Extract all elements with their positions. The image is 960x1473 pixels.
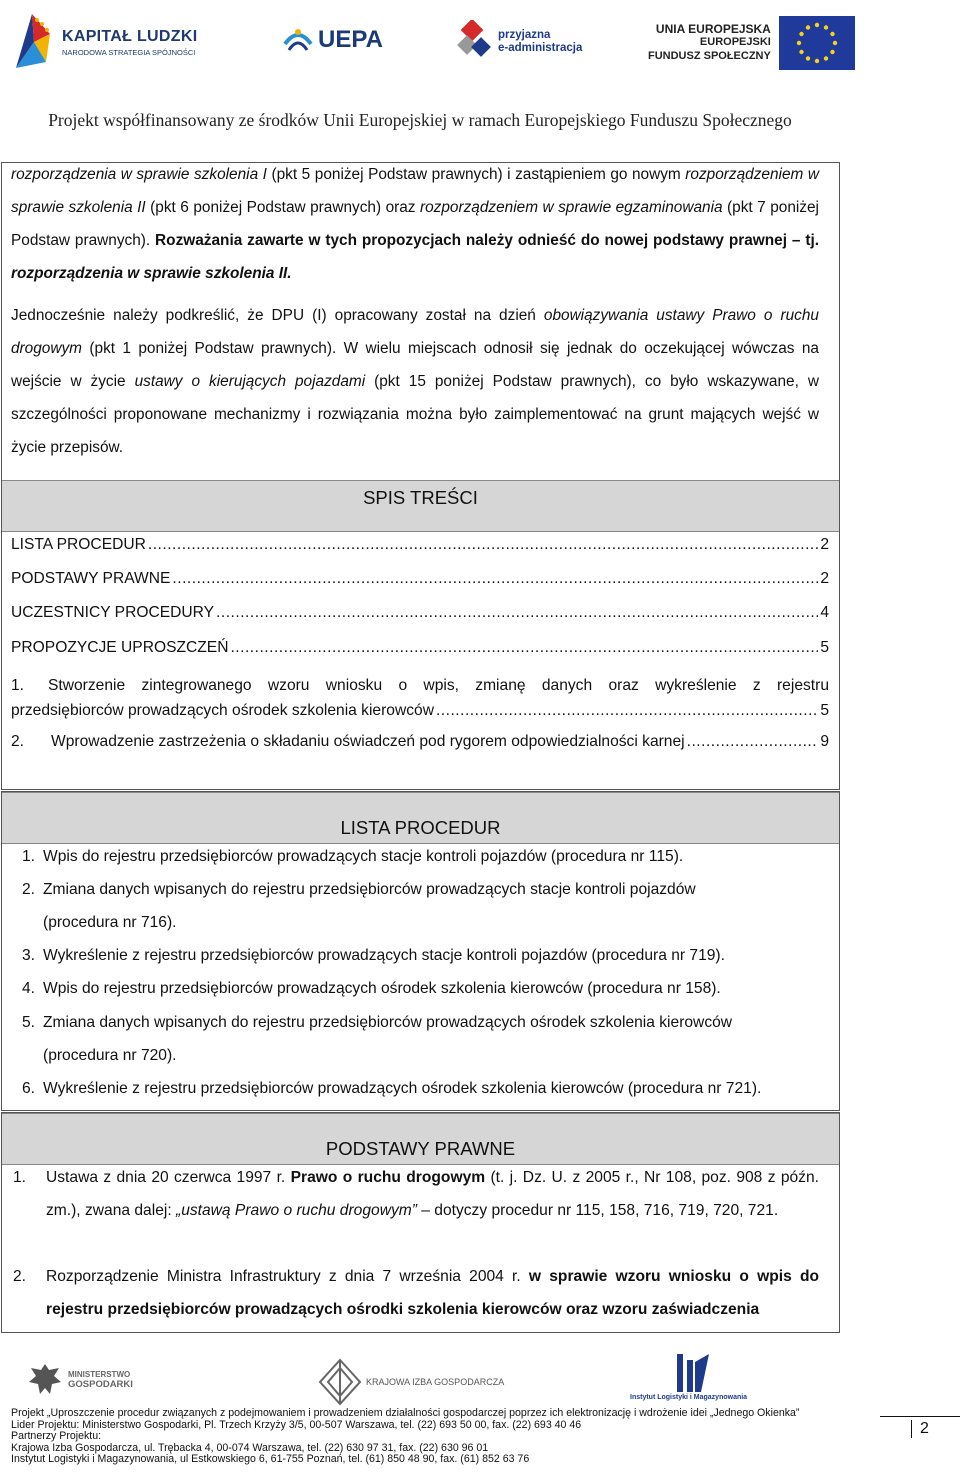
procedure-item bbox=[22, 840, 822, 873]
toc-entry[interactable] bbox=[11, 639, 829, 657]
kapital-ludzki-title: KAPITAŁ LUDZKI bbox=[62, 27, 198, 45]
toc-header bbox=[2, 480, 839, 532]
legal-act-title: Prawo o ruchu drogowym bbox=[290, 1169, 486, 1186]
toc-entry-label[interactable]: UCZESTNICY PROCEDURY bbox=[11, 604, 215, 621]
legal-number: 2. bbox=[13, 1268, 27, 1285]
procedure-item bbox=[22, 1072, 822, 1105]
procedure-item bbox=[22, 873, 822, 939]
footer-partner-kig: Krajowa Izba Gospodarcza, ul. Trębacka 4, 00-074 Warszawa, tel. (22) 630 97 31, fax. (22) 630 96 01 bbox=[11, 1441, 489, 1454]
toc-leader bbox=[230, 639, 818, 657]
procedure-text: (procedura nr 716). bbox=[43, 914, 177, 931]
procedure-text: Wpis do rejestru przedsiębiorców prowadzących stacje kontroli pojazdów (procedura nr 115). bbox=[43, 848, 684, 865]
ue-line3: FUNDUSZ SPOŁECZNY bbox=[648, 49, 771, 62]
procedure-item bbox=[22, 1006, 822, 1072]
procedures-title: LISTA PROCEDUR bbox=[340, 817, 501, 838]
kig-name: KRAJOWA IZBA GOSPODARCZA bbox=[366, 1377, 505, 1387]
toc-entry-page: 5 bbox=[820, 639, 829, 656]
procedure-text: Zmiana danych wpisanych do rejestru przedsiębiorców prowadzących stacje kontroli pojazdów bbox=[43, 881, 696, 898]
legal-text: Ustawa z dnia 20 czerwca 1997 r. bbox=[46, 1169, 291, 1186]
toc-leader bbox=[216, 604, 818, 622]
ue-line1: UNIA EUROPEJSKA bbox=[655, 21, 771, 36]
ministerstwo-gospodarki-logo bbox=[26, 1360, 133, 1400]
ref-rozporzadzenie-szkolenia-1: rozporządzenia w sprawie szkolenia I bbox=[11, 166, 267, 183]
intro-paragraph-1 bbox=[11, 158, 819, 290]
toc-leader bbox=[172, 570, 818, 588]
toc-entry[interactable] bbox=[11, 536, 829, 554]
kapital-ludzki-subtitle: NARODOWA STRATEGIA SPÓJNOŚCI bbox=[62, 47, 196, 57]
kig-logo bbox=[318, 1358, 504, 1406]
e-administracja-line2: e-administracja bbox=[498, 42, 583, 54]
toc-entry-page: 5 bbox=[820, 702, 829, 719]
procedure-number: 4. bbox=[22, 980, 36, 997]
toc-entry[interactable] bbox=[11, 570, 829, 588]
e-administracja-logo bbox=[456, 20, 582, 64]
mg-line2: GOSPODARKI bbox=[68, 1379, 133, 1390]
toc-leader bbox=[687, 733, 819, 751]
toc-subentry-1[interactable] bbox=[11, 673, 829, 723]
legal-act-title: w sprawie wzoru wniosku o wpis do rejestru przedsiębiorców prowadzących ośrodki szkolenia kierowców oraz wzoru zaświadczenia bbox=[46, 1268, 819, 1318]
kapital-ludzki-logo bbox=[12, 12, 197, 72]
legal-item-1 bbox=[13, 1161, 819, 1227]
ue-line2: EUROPEJSKI bbox=[699, 36, 771, 49]
toc-subentry-number: 1. bbox=[11, 677, 25, 694]
toc-entry-label[interactable]: LISTA PROCEDUR bbox=[11, 536, 146, 553]
procedure-number: 6. bbox=[22, 1080, 36, 1097]
legal-text: Rozporządzenie Ministra Infrastruktury z dnia 7 września 2004 r. bbox=[46, 1268, 529, 1285]
toc-subentry-text[interactable]: Wprowadzenie zastrzeżenia o składaniu oświadczeń pod rygorem odpowiedzialności karnej bbox=[51, 733, 685, 750]
unia-europejska-logo bbox=[648, 16, 855, 70]
toc-entry-label[interactable]: PROPOZYCJE UPROSZCZEŃ bbox=[11, 639, 229, 656]
procedure-item bbox=[22, 939, 822, 972]
toc-entry-page: 2 bbox=[820, 570, 829, 587]
e-administracja-icon bbox=[456, 20, 494, 64]
toc-title: SPIS TREŚCI bbox=[363, 487, 478, 508]
page-number-rule bbox=[880, 1416, 960, 1417]
uepa-icon bbox=[282, 22, 314, 58]
mg-line1: MINISTERSTWO bbox=[68, 1370, 131, 1379]
toc-leader bbox=[148, 536, 818, 554]
cofinancing-note: Projekt współfinansowany ze środków Unii Europejskiej w ramach Europejskiego Funduszu Społecznego bbox=[48, 110, 792, 130]
toc-subentry-text[interactable]: Stworzenie zintegrowanego wzoru wniosku o wpis, zmianę danych oraz wykreślenie z rejestru bbox=[48, 677, 829, 694]
procedure-text: Wykreślenie z rejestru przedsiębiorców prowadzących stacje kontroli pojazdów (procedura nr 719). bbox=[43, 947, 725, 964]
procedure-number: 3. bbox=[22, 947, 36, 964]
procedure-text: Zmiana danych wpisanych do rejestru przedsiębiorców prowadzących ośrodek szkolenia kierowców bbox=[43, 1014, 733, 1031]
procedure-number: 1. bbox=[22, 848, 36, 865]
toc-subentry-text[interactable]: przedsiębiorców prowadzących ośrodek szkolenia kierowców bbox=[11, 702, 434, 719]
ilim-emblem-icon bbox=[663, 1352, 715, 1394]
legal-text: (t. j. Dz. U. z 2005 r., Nr 108, poz. 908 z późn. zm.), zwana dalej: bbox=[46, 1169, 819, 1219]
toc-entry-page: 2 bbox=[820, 536, 829, 553]
legal-item-2 bbox=[13, 1260, 819, 1326]
footer-partner-ilim: Instytut Logistyki i Magazynowania, ul Estkowskiego 6, 61-755 Poznań, tel. (61) 850 48 90, fax. (61) 852 63 76 bbox=[11, 1453, 530, 1465]
uepa-title: UEPA bbox=[318, 26, 383, 53]
procedure-number: 2. bbox=[22, 881, 36, 898]
ref-ustawa-prawo-o-ruchu: obowiązywania ustawy Prawo o ruchu drogowym bbox=[11, 307, 819, 357]
toc-entry-label[interactable]: PODSTAWY PRAWNE bbox=[11, 570, 171, 587]
procedure-text: (procedura nr 720). bbox=[43, 1047, 177, 1064]
kapital-ludzki-icon bbox=[12, 12, 54, 72]
footer-project-line: Projekt „Uproszczenie procedur związanych z podejmowaniem i prowadzeniem działalności gospodarczej poprzez ich elektronizację i wdrożenie idei „Jednego Okienka” bbox=[11, 1407, 800, 1419]
ref-ustawa-o-kierujacych: ustawy o kierujących pojazdami bbox=[134, 373, 366, 390]
kig-emblem-icon bbox=[318, 1358, 362, 1406]
toc-subentry-number: 2. bbox=[11, 733, 25, 750]
legal-header bbox=[2, 1113, 839, 1165]
procedure-text: Wykreślenie z rejestru przedsiębiorców prowadzących ośrodek szkolenia kierowców (procedura nr 721). bbox=[43, 1080, 762, 1097]
e-administracja-line1: przyjazna bbox=[498, 29, 551, 41]
intro-text: (pkt 5 poniżej Podstaw prawnych) i zastąpieniem go nowym bbox=[266, 166, 686, 183]
footer-logos bbox=[0, 1352, 960, 1410]
ref-rozporzadzenie-egzaminowania: rozporządzeniem w sprawie egzaminowania bbox=[419, 199, 723, 216]
eagle-emblem-icon bbox=[26, 1360, 64, 1400]
legal-number: 1. bbox=[13, 1169, 27, 1186]
page-number: 2 bbox=[911, 1420, 929, 1438]
legal-title: PODSTAWY PRAWNE bbox=[325, 1138, 516, 1159]
logo-bar bbox=[0, 0, 960, 95]
toc-entry[interactable] bbox=[11, 604, 829, 622]
footer-leader-line: Lider Projektu: Ministerstwo Gospodarki, Pl. Trzech Krzyży 3/5, 00-507 Warszawa, tel. (22) 693 50 00, fax. (22) 693 40 46 bbox=[11, 1418, 582, 1431]
procedure-item bbox=[22, 972, 822, 1005]
intro-emphasis: Rozważania zawarte w tych propozycjach należy odnieść do nowej podstawy prawnej – tj. bbox=[155, 232, 819, 249]
eu-flag-icon bbox=[779, 16, 855, 70]
intro-text: (pkt 1 poniżej Podstaw prawnych). W wielu miejscach odnosił się jednak do oczekującej wówczas na wejście w życie bbox=[11, 340, 819, 390]
ilim-logo bbox=[630, 1352, 747, 1401]
legal-text: – dotyczy procedur nr 115, 158, 716, 719, 720, 721. bbox=[416, 1202, 779, 1219]
legal-short-name: „ustawą Prawo o ruchu drogowym” bbox=[176, 1202, 417, 1219]
toc-leader bbox=[436, 698, 818, 723]
intro-text: (pkt 15 poniżej Podstaw prawnych), co było wskazywane, w szczególności proponowane mechanizmy i rozwiązania można było zaimplementować na grunt mających wejść w życie przepisów. bbox=[11, 373, 819, 456]
footer-text bbox=[11, 1408, 799, 1466]
intro-text: (pkt 6 poniżej Podstaw prawnych) oraz bbox=[145, 199, 420, 216]
intro-paragraph-2 bbox=[11, 299, 819, 464]
intro-text: (pkt 7 poniżej Podstaw prawnych). bbox=[11, 199, 819, 249]
procedure-text: Wpis do rejestru przedsiębiorców prowadzących ośrodek szkolenia kierowców (procedura nr 158). bbox=[43, 980, 721, 997]
procedures-header bbox=[2, 792, 839, 844]
footer-partners-label: Partnerzy Projektu: bbox=[11, 1430, 102, 1442]
toc-subentry-2[interactable] bbox=[11, 733, 829, 751]
intro-text: Jednocześnie należy podkreślić, że DPU (I) opracowany został na dzień bbox=[11, 307, 544, 324]
ref-rozporzadzenie-szkolenia-2: rozporządzeniem w sprawie szkolenia II bbox=[11, 166, 819, 216]
ilim-name: Instytut Logistyki i Magazynowania bbox=[630, 1394, 748, 1401]
procedure-number: 5. bbox=[22, 1014, 36, 1031]
toc-entry-page: 4 bbox=[820, 604, 829, 621]
uepa-logo bbox=[282, 22, 383, 58]
intro-emphasis-ref: rozporządzenia w sprawie szkolenia II. bbox=[11, 265, 292, 282]
toc-entry-page: 9 bbox=[820, 733, 829, 750]
